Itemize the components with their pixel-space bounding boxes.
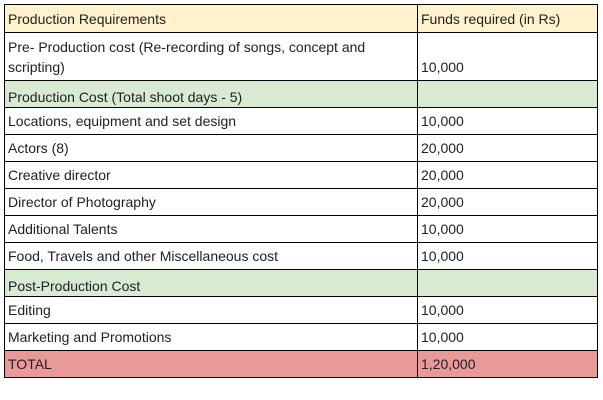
funds-cell [418, 81, 598, 108]
table-row [5, 243, 598, 270]
funds-cell: 10,000 [418, 33, 598, 81]
funds-cell: 20,000 [418, 162, 598, 189]
table-row [5, 189, 598, 216]
requirement-cell: Creative director [5, 162, 418, 189]
table-header-row [5, 5, 598, 33]
funds-cell: 20,000 [418, 135, 598, 162]
requirement-cell: Pre- Production cost (Re-recording of songs, concept and scripting) [5, 33, 418, 81]
funds-cell: 10,000 [418, 243, 598, 270]
total-label: TOTAL [5, 351, 418, 378]
requirement-cell: Food, Travels and other Miscellaneous cost [5, 243, 418, 270]
funds-cell: 10,000 [418, 324, 598, 351]
total-value: 1,20,000 [418, 351, 598, 378]
total-row [5, 351, 598, 378]
requirement-cell: Additional Talents [5, 216, 418, 243]
funds-cell: 10,000 [418, 297, 598, 324]
table-row [5, 108, 598, 135]
section-row [5, 81, 598, 108]
section-title-post-production: Post-Production Cost [5, 270, 418, 297]
table-row [5, 33, 598, 81]
funds-cell: 20,000 [418, 189, 598, 216]
table-row [5, 162, 598, 189]
header-production-requirements: Production Requirements [5, 5, 418, 33]
table-row [5, 135, 598, 162]
table-row [5, 297, 598, 324]
budget-table [4, 4, 598, 378]
table-row [5, 324, 598, 351]
funds-cell: 10,000 [418, 216, 598, 243]
header-funds-required: Funds required (in Rs) [418, 5, 598, 33]
requirement-cell: Director of Photography [5, 189, 418, 216]
funds-cell [418, 270, 598, 297]
requirement-cell: Locations, equipment and set design [5, 108, 418, 135]
requirement-cell: Actors (8) [5, 135, 418, 162]
funds-cell: 10,000 [418, 108, 598, 135]
table-row [5, 216, 598, 243]
requirement-cell: Marketing and Promotions [5, 324, 418, 351]
requirement-cell: Editing [5, 297, 418, 324]
section-row [5, 270, 598, 297]
section-title-production-cost: Production Cost (Total shoot days - 5) [5, 81, 418, 108]
